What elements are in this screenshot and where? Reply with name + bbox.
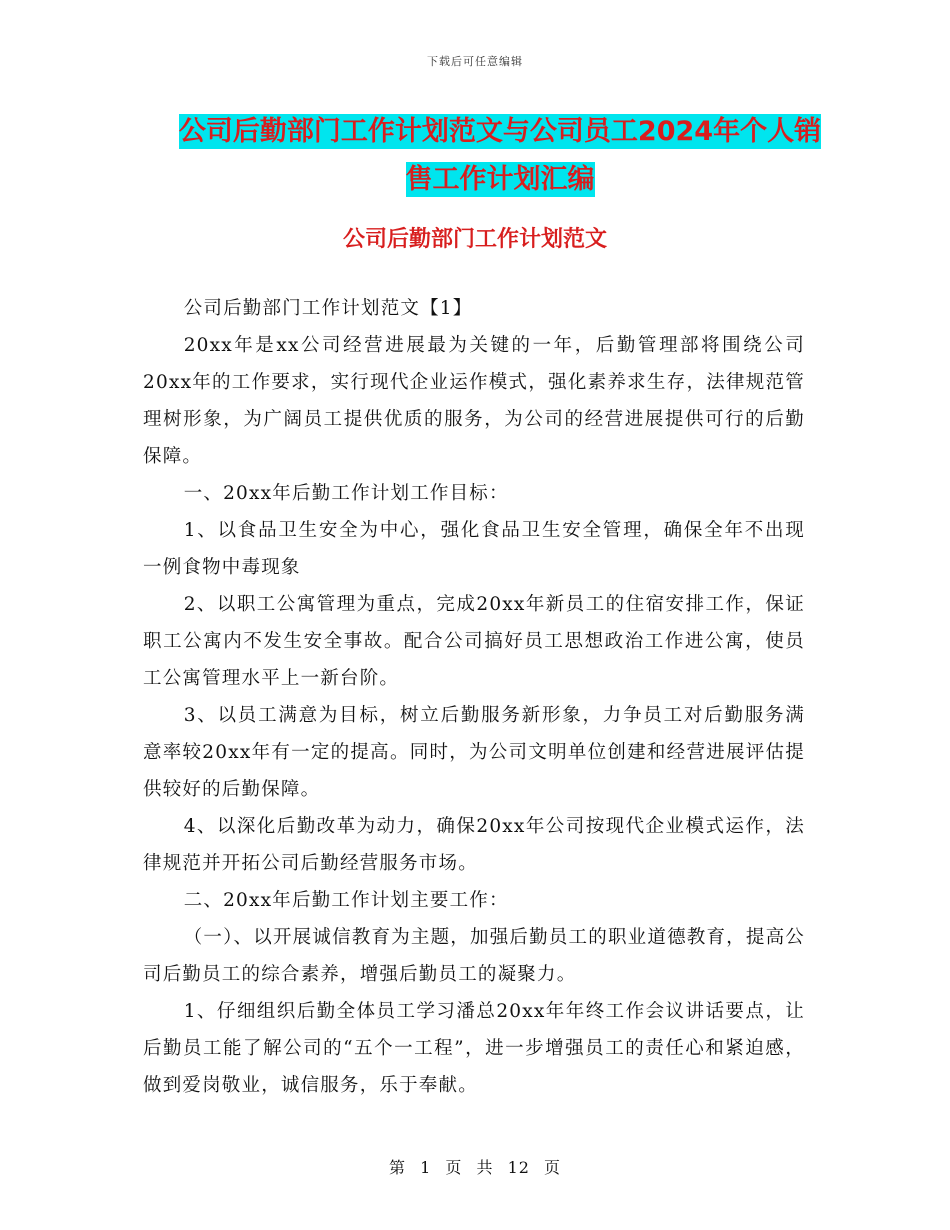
footer-label-ye-2: 页 [544,1158,562,1177]
footer-label-ye: 页 [445,1158,463,1177]
page-header-note: 下载后可任意编辑 [427,55,523,68]
section-title: 公司后勤部门工作计划范文 [342,227,607,252]
paragraph: 2、以职工公寓管理为重点，完成20xx年新员工的住宿安排工作，保证职工公寓内不发生安全事故。配合公司搞好员工思想政治工作进公寓，使员工公寓管理水平上一新台阶。 [143,594,805,689]
document-title-line-2: 售工作计划汇编 [405,164,595,195]
paragraph: 一、20xx年后勤工作计划工作目标： [183,483,509,504]
paragraph: 3、以员工满意为目标，树立后勤服务新形象，力争员工对后勤服务满意率较20xx年有一定的提高。同时，为公司文明单位创建和经营进展评估提供较好的后勤保障。 [143,705,805,800]
paragraph: 二、20xx年后勤工作计划主要工作： [183,890,509,911]
document-body [143,290,805,1104]
paragraph: 20xx年是xx公司经营进展最为关键的一年，后勤管理部将围绕公司20xx年的工作要求，实行现代企业运作模式，强化素养求生存，法律规范管理树形象，为广阔员工提供优质的服务，为公司的经营进展提供可行的后勤保障。 [143,335,805,467]
footer-current-page: 1 [420,1158,432,1177]
page-footer [0,1155,950,1178]
paragraph: 1、仔细组织后勤全体员工学习潘总20xx年年终工作会议讲话要点，让后勤员工能了解公司的“五个一工程”，进一步增强员工的责任心和紧迫感，做到爱岗敬业，诚信服务，乐于奉献。 [143,1001,805,1096]
footer-label-gong: 共 [476,1158,494,1177]
document-title-line-1: 公司后勤部门工作计划范文与公司员工2024年个人销 [178,116,822,147]
paragraph: 1、以食品卫生安全为中心，强化食品卫生安全管理，确保全年不出现一例食物中毒现象 [143,520,805,578]
document-title [140,108,860,204]
footer-label-di: 第 [388,1158,406,1177]
paragraph: 4、以深化后勤改革为动力，确保20xx年公司按现代企业模式运作，法律规范并开拓公司后勤经营服务市场。 [143,816,805,874]
paragraph: 公司后勤部门工作计划范文【1】 [183,298,473,319]
paragraph: （一）、以开展诚信教育为主题，加强后勤员工的职业道德教育，提高公司后勤员工的综合素养，增强后勤员工的凝聚力。 [143,927,805,985]
footer-total-pages: 12 [507,1158,530,1177]
